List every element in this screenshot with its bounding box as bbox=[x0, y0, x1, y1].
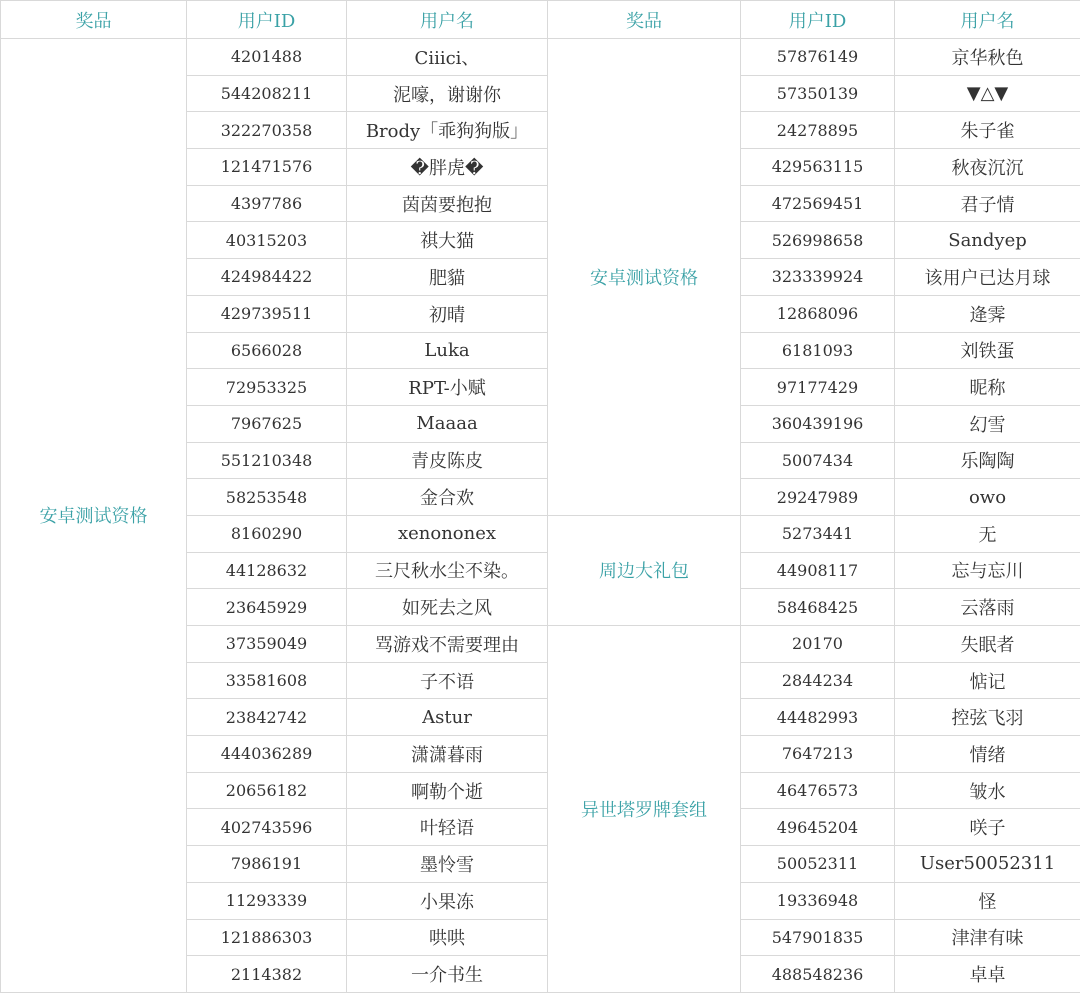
username-cell: 津津有味 bbox=[895, 919, 1080, 956]
user-id-cell: 7647213 bbox=[741, 736, 895, 773]
user-id-cell: 58253548 bbox=[187, 479, 347, 516]
user-id-cell: 19336948 bbox=[741, 882, 895, 919]
user-id-cell: 5273441 bbox=[741, 515, 895, 552]
user-id-cell: 50052311 bbox=[741, 846, 895, 883]
username-cell: 咲子 bbox=[895, 809, 1080, 846]
username-cell: 小果冻 bbox=[347, 882, 548, 919]
username-cell: owo bbox=[895, 479, 1080, 516]
user-id-cell: 121471576 bbox=[187, 149, 347, 186]
username-cell: 该用户已达月球 bbox=[895, 259, 1080, 296]
username-cell: 逄霁 bbox=[895, 295, 1080, 332]
user-id-cell: 57350139 bbox=[741, 75, 895, 112]
username-cell: 墨怜雪 bbox=[347, 846, 548, 883]
username-cell: 哄哄 bbox=[347, 919, 548, 956]
username-cell: 无 bbox=[895, 515, 1080, 552]
table-row bbox=[1, 39, 1080, 76]
username-cell: 肥貓 bbox=[347, 259, 548, 296]
username-cell: 骂游戏不需要理由 bbox=[347, 626, 548, 663]
username-cell: Ciiici、 bbox=[347, 39, 548, 76]
user-id-cell: 20656182 bbox=[187, 772, 347, 809]
username-cell: xenononex bbox=[347, 515, 548, 552]
username-cell: User50052311 bbox=[895, 846, 1080, 883]
user-id-cell: 4397786 bbox=[187, 185, 347, 222]
user-id-cell: 429739511 bbox=[187, 295, 347, 332]
user-id-cell: 33581608 bbox=[187, 662, 347, 699]
user-id-cell: 6181093 bbox=[741, 332, 895, 369]
user-id-cell: 24278895 bbox=[741, 112, 895, 149]
username-cell: Brody「乖狗狗版」 bbox=[347, 112, 548, 149]
user-id-cell: 7986191 bbox=[187, 846, 347, 883]
header-row bbox=[1, 1, 1080, 39]
username-cell: 叶轻语 bbox=[347, 809, 548, 846]
user-id-cell: 4201488 bbox=[187, 39, 347, 76]
header-user-id-left: 用户ID bbox=[187, 1, 347, 39]
username-cell: �胖虎� bbox=[347, 149, 548, 186]
user-id-cell: 46476573 bbox=[741, 772, 895, 809]
user-id-cell: 526998658 bbox=[741, 222, 895, 259]
username-cell: 刘铁蛋 bbox=[895, 332, 1080, 369]
username-cell: 茵茵要抱抱 bbox=[347, 185, 548, 222]
username-cell: 忘与忘川 bbox=[895, 552, 1080, 589]
header-prize-right: 奖品 bbox=[548, 1, 741, 39]
user-id-cell: 551210348 bbox=[187, 442, 347, 479]
user-id-cell: 49645204 bbox=[741, 809, 895, 846]
user-id-cell: 44482993 bbox=[741, 699, 895, 736]
user-id-cell: 323339924 bbox=[741, 259, 895, 296]
user-id-cell: 8160290 bbox=[187, 515, 347, 552]
user-id-cell: 23645929 bbox=[187, 589, 347, 626]
prize-cell-right: 周边大礼包 bbox=[548, 515, 741, 625]
user-id-cell: 37359049 bbox=[187, 626, 347, 663]
username-cell: 祺大猫 bbox=[347, 222, 548, 259]
username-cell: 幻雪 bbox=[895, 405, 1080, 442]
username-cell: 乐陶陶 bbox=[895, 442, 1080, 479]
user-id-cell: 7967625 bbox=[187, 405, 347, 442]
username-cell: 君子情 bbox=[895, 185, 1080, 222]
username-cell: 京华秋色 bbox=[895, 39, 1080, 76]
user-id-cell: 424984422 bbox=[187, 259, 347, 296]
username-cell: 如死去之风 bbox=[347, 589, 548, 626]
user-id-cell: 488548236 bbox=[741, 956, 895, 993]
username-cell: 失眠者 bbox=[895, 626, 1080, 663]
username-cell: 初晴 bbox=[347, 295, 548, 332]
username-cell: 潇潇暮雨 bbox=[347, 736, 548, 773]
prize-cell-left: 安卓测试资格 bbox=[1, 39, 187, 993]
user-id-cell: 58468425 bbox=[741, 589, 895, 626]
header-prize-left: 奖品 bbox=[1, 1, 187, 39]
header-username-right: 用户名 bbox=[895, 1, 1080, 39]
username-cell: 惦记 bbox=[895, 662, 1080, 699]
user-id-cell: 429563115 bbox=[741, 149, 895, 186]
username-cell: 皱水 bbox=[895, 772, 1080, 809]
prize-cell-right: 异世塔罗牌套组 bbox=[548, 626, 741, 993]
username-cell: 朱子雀 bbox=[895, 112, 1080, 149]
username-cell: 金合欢 bbox=[347, 479, 548, 516]
username-cell: 一介书生 bbox=[347, 956, 548, 993]
user-id-cell: 40315203 bbox=[187, 222, 347, 259]
user-id-cell: 2844234 bbox=[741, 662, 895, 699]
user-id-cell: 444036289 bbox=[187, 736, 347, 773]
username-cell: Sandyep bbox=[895, 222, 1080, 259]
user-id-cell: 29247989 bbox=[741, 479, 895, 516]
username-cell: 啊勒个逝 bbox=[347, 772, 548, 809]
header-username-left: 用户名 bbox=[347, 1, 548, 39]
username-cell: Maaaa bbox=[347, 405, 548, 442]
user-id-cell: 44128632 bbox=[187, 552, 347, 589]
username-cell: 泥嚎，谢谢你 bbox=[347, 75, 548, 112]
username-cell: 情绪 bbox=[895, 736, 1080, 773]
username-cell: 卓卓 bbox=[895, 956, 1080, 993]
username-cell: 青皮陈皮 bbox=[347, 442, 548, 479]
username-cell: 秋夜沉沉 bbox=[895, 149, 1080, 186]
user-id-cell: 44908117 bbox=[741, 552, 895, 589]
user-id-cell: 23842742 bbox=[187, 699, 347, 736]
user-id-cell: 97177429 bbox=[741, 369, 895, 406]
prize-cell-right: 安卓测试资格 bbox=[548, 39, 741, 516]
user-id-cell: 6566028 bbox=[187, 332, 347, 369]
table-body bbox=[1, 39, 1080, 993]
username-cell: ▼△▼ bbox=[895, 75, 1080, 112]
username-cell: 昵称 bbox=[895, 369, 1080, 406]
user-id-cell: 121886303 bbox=[187, 919, 347, 956]
user-id-cell: 72953325 bbox=[187, 369, 347, 406]
user-id-cell: 11293339 bbox=[187, 882, 347, 919]
user-id-cell: 547901835 bbox=[741, 919, 895, 956]
username-cell: Luka bbox=[347, 332, 548, 369]
header-user-id-right: 用户ID bbox=[741, 1, 895, 39]
user-id-cell: 20170 bbox=[741, 626, 895, 663]
username-cell: 云落雨 bbox=[895, 589, 1080, 626]
user-id-cell: 472569451 bbox=[741, 185, 895, 222]
username-cell: 子不语 bbox=[347, 662, 548, 699]
user-id-cell: 322270358 bbox=[187, 112, 347, 149]
user-id-cell: 544208211 bbox=[187, 75, 347, 112]
username-cell: 三尺秋水尘不染。 bbox=[347, 552, 548, 589]
user-id-cell: 12868096 bbox=[741, 295, 895, 332]
username-cell: 怪 bbox=[895, 882, 1080, 919]
user-id-cell: 2114382 bbox=[187, 956, 347, 993]
username-cell: RPT-小赋 bbox=[347, 369, 548, 406]
user-id-cell: 402743596 bbox=[187, 809, 347, 846]
user-id-cell: 5007434 bbox=[741, 442, 895, 479]
table-header bbox=[1, 1, 1080, 39]
username-cell: Astur bbox=[347, 699, 548, 736]
user-id-cell: 57876149 bbox=[741, 39, 895, 76]
user-id-cell: 360439196 bbox=[741, 405, 895, 442]
username-cell: 控弦飞羽 bbox=[895, 699, 1080, 736]
